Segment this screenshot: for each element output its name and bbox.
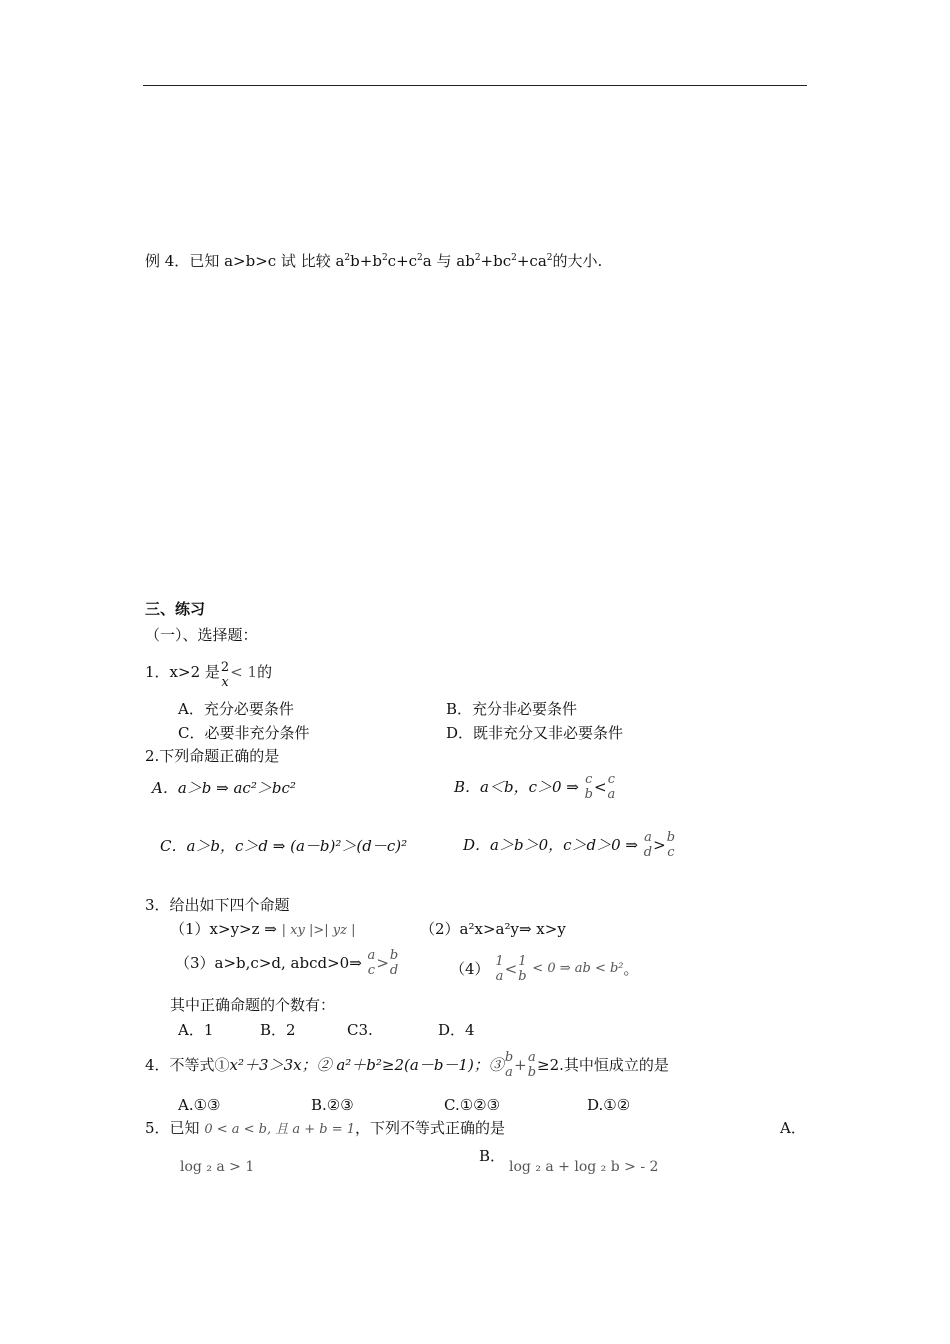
header-rule bbox=[143, 85, 807, 86]
example-text: a 与 ab bbox=[422, 252, 475, 270]
q3-text: | xy |>| yz | bbox=[281, 923, 356, 938]
q3-text: （1）x>y>z ⇒ bbox=[170, 920, 277, 938]
q5-option-a-expr: log ₂ a > 1 bbox=[180, 1159, 255, 1175]
fraction bbox=[494, 954, 504, 984]
q3-prop-1 bbox=[170, 920, 355, 940]
operator: < bbox=[504, 960, 518, 978]
denominator: b bbox=[584, 787, 593, 802]
example-text: +bc bbox=[480, 252, 512, 270]
fraction bbox=[527, 1050, 537, 1080]
section-title: 三、练习 bbox=[145, 600, 206, 618]
q2-option-b bbox=[454, 772, 616, 802]
q4-text: 4．不等式① bbox=[145, 1056, 230, 1074]
q2-d-text: D．a＞b＞0，c＞d＞0 ⇒ bbox=[463, 836, 638, 854]
q5-option-b-label: B． bbox=[479, 1147, 506, 1165]
exponent: 2 bbox=[474, 253, 481, 263]
q3-count: 其中正确命题的个数有： bbox=[170, 996, 336, 1014]
q2-b-text: B．a＜b，c＞0 ⇒ bbox=[454, 778, 579, 796]
q2-option-a: A．a＞b ⇒ ac²＞bc² bbox=[152, 779, 296, 797]
numerator: 1 bbox=[495, 954, 504, 969]
exponent: 2 bbox=[417, 253, 423, 263]
q5-option-b-expr: log ₂ a + log ₂ b > - 2 bbox=[509, 1159, 659, 1175]
q1-text: 的 bbox=[257, 663, 273, 681]
q5-text: 5．已知 bbox=[145, 1119, 200, 1137]
exponent: 2 bbox=[344, 253, 351, 263]
example-text: 已知 a>b>c 试 比较 a bbox=[189, 252, 345, 270]
question-1-stem bbox=[145, 660, 272, 690]
q4-text: x²＋3＞3x；② a²＋b²≥2(a－b－1)；③ bbox=[229, 1056, 504, 1074]
numerator: c bbox=[585, 772, 593, 787]
numerator: b bbox=[504, 1050, 514, 1065]
question-5-stem bbox=[145, 1119, 505, 1139]
q1-option-d: D．既非充分又非必要条件 bbox=[446, 724, 624, 742]
operator: > bbox=[376, 954, 389, 972]
example-4 bbox=[145, 252, 602, 270]
fraction bbox=[666, 830, 676, 860]
numerator: 2 bbox=[220, 660, 230, 675]
example-text: 的大小. bbox=[552, 252, 603, 270]
denominator: a bbox=[505, 1065, 513, 1080]
denominator: a bbox=[495, 969, 504, 984]
fraction bbox=[607, 772, 617, 802]
q1-option-c: C．必要非充分条件 bbox=[178, 724, 310, 742]
question-2-stem: 2.下列命题正确的是 bbox=[145, 747, 280, 765]
operator: > bbox=[653, 836, 666, 854]
question-3-stem: 3．给出如下四个命题 bbox=[145, 896, 290, 914]
q1-option-b: B．充分非必要条件 bbox=[446, 700, 578, 718]
q4-option-b: B.②③ bbox=[311, 1096, 354, 1114]
operator: < bbox=[593, 778, 607, 796]
numerator: a bbox=[367, 948, 376, 963]
q4-option-c: C.①②③ bbox=[444, 1096, 501, 1114]
exponent: 2 bbox=[381, 253, 388, 263]
operator: + bbox=[514, 1056, 527, 1074]
q3-text: < 0 ⇒ ab < b² bbox=[532, 961, 624, 976]
q4-text: ≥2.其中恒成立的是 bbox=[537, 1056, 669, 1074]
q2-option-d bbox=[463, 830, 676, 860]
fraction bbox=[643, 830, 653, 860]
q3-option-b: B．2 bbox=[260, 1021, 296, 1039]
question-4-stem bbox=[145, 1050, 669, 1080]
fraction bbox=[517, 954, 527, 984]
fraction bbox=[389, 948, 399, 978]
denominator: c bbox=[367, 963, 376, 978]
example-label: 例 4． bbox=[145, 252, 190, 270]
numerator: b bbox=[389, 948, 399, 963]
q2-option-c: C．a＞b，c＞d ⇒ (a－b)²＞(d－c)² bbox=[160, 837, 408, 855]
exponent: 2 bbox=[511, 253, 517, 263]
denominator: b bbox=[518, 969, 527, 984]
q1-text: 1．x>2 是 bbox=[145, 663, 220, 681]
fraction bbox=[584, 772, 594, 802]
q3-prop-3 bbox=[175, 948, 399, 978]
q5-option-a-label: A． bbox=[780, 1119, 806, 1137]
q3-text: （4） bbox=[450, 960, 490, 978]
q3-option-a: A．1 bbox=[178, 1021, 214, 1039]
q1-fraction bbox=[220, 660, 230, 690]
q3-option-c: C3. bbox=[347, 1021, 373, 1039]
numerator: 1 bbox=[518, 954, 527, 969]
q4-option-a: A.①③ bbox=[178, 1096, 221, 1114]
q3-prop-4 bbox=[450, 954, 639, 984]
numerator: a bbox=[528, 1050, 536, 1065]
denominator: b bbox=[527, 1065, 537, 1080]
q3-text: 。 bbox=[623, 960, 639, 978]
q1-option-a: A．充分必要条件 bbox=[178, 700, 294, 718]
section-subtitle: （一）、选择题： bbox=[145, 626, 258, 644]
denominator: c bbox=[667, 845, 675, 860]
example-text: +ca bbox=[516, 252, 547, 270]
numerator: c bbox=[607, 772, 616, 787]
q3-text: （3）a>b,c>d, abcd>0⇒ bbox=[175, 954, 362, 972]
denominator: d bbox=[643, 845, 653, 860]
numerator: b bbox=[666, 830, 676, 845]
q3-prop-2: （2）a²x>a²y⇒ x>y bbox=[420, 920, 566, 938]
numerator: a bbox=[644, 830, 652, 845]
denominator: d bbox=[389, 963, 399, 978]
example-text: b+b bbox=[350, 252, 382, 270]
q3-option-d: D．4 bbox=[438, 1021, 475, 1039]
example-text: c+c bbox=[387, 252, 418, 270]
denominator: a bbox=[607, 787, 616, 802]
q5-text: ，下列不等式正确的是 bbox=[355, 1119, 506, 1137]
denominator: x bbox=[221, 675, 229, 690]
exponent: 2 bbox=[546, 253, 553, 263]
q5-condition: 0 < a < b, 且 a + b = 1 bbox=[204, 1122, 356, 1137]
fraction bbox=[504, 1050, 514, 1080]
q1-text: < 1 bbox=[230, 663, 258, 681]
q4-option-d: D.①② bbox=[587, 1096, 631, 1114]
fraction bbox=[367, 948, 377, 978]
